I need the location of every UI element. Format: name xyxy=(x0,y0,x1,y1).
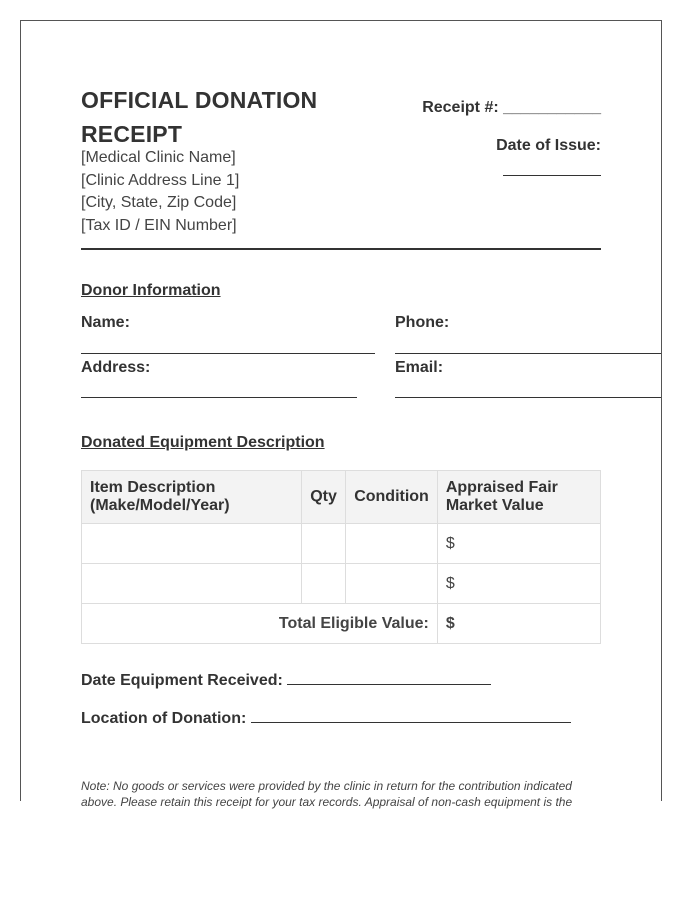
clinic-address: [Clinic Address Line 1] xyxy=(81,171,240,189)
total-value-cell[interactable]: $ xyxy=(437,604,600,644)
total-label: Total Eligible Value: xyxy=(82,604,438,644)
donor-phone-label: Phone: xyxy=(395,314,450,331)
qty-cell[interactable] xyxy=(302,524,346,564)
location-field xyxy=(81,708,571,728)
table-row xyxy=(82,564,601,604)
document-title: OFFICIAL DONATION RECEIPT xyxy=(81,87,318,147)
donor-address-line[interactable] xyxy=(81,397,357,398)
clinic-name: [Medical Clinic Name] xyxy=(81,149,236,166)
column-header: Qty xyxy=(302,471,346,524)
location-line[interactable] xyxy=(251,708,571,723)
item-description-cell[interactable] xyxy=(82,524,302,564)
column-header: Condition xyxy=(346,471,438,524)
item-description-cell[interactable] xyxy=(82,564,302,604)
date-of-issue-line[interactable] xyxy=(503,175,601,176)
donor-section-title: Donor Information xyxy=(81,282,221,299)
condition-cell[interactable] xyxy=(346,524,438,564)
receipt-number-field[interactable]: Receipt #: ___________ xyxy=(422,99,601,116)
date-received-label: Date Equipment Received: xyxy=(81,672,283,689)
donor-name-label: Name: xyxy=(81,314,130,331)
qty-cell[interactable] xyxy=(302,564,346,604)
condition-cell[interactable] xyxy=(346,564,438,604)
equipment-table xyxy=(81,470,601,644)
table-header-row xyxy=(82,471,601,524)
date-of-issue-label: Date of Issue: xyxy=(496,137,601,154)
donor-address-label: Address: xyxy=(81,359,151,376)
date-received-field xyxy=(81,670,491,690)
donor-email-line[interactable] xyxy=(395,397,661,398)
column-header: Item Description (Make/Model/Year) xyxy=(82,471,302,524)
receipt-page xyxy=(20,20,662,809)
equipment-section-title: Donated Equipment Description xyxy=(81,434,325,451)
total-row xyxy=(82,604,601,644)
clinic-info xyxy=(81,147,239,237)
header-divider xyxy=(81,248,601,250)
date-received-line[interactable] xyxy=(287,670,491,685)
clinic-tax-id: [Tax ID / EIN Number] xyxy=(81,216,237,234)
column-header: Appraised Fair Market Value xyxy=(437,471,600,524)
location-label: Location of Donation: xyxy=(81,710,247,727)
value-cell[interactable]: $ xyxy=(437,524,600,564)
clinic-city-state-zip: [City, State, Zip Code] xyxy=(81,194,237,211)
donor-phone-line[interactable] xyxy=(395,353,661,354)
donor-name-line[interactable] xyxy=(81,353,375,354)
donor-email-label: Email: xyxy=(395,359,444,376)
value-cell[interactable]: $ xyxy=(437,564,600,604)
table-row xyxy=(82,524,601,564)
footer-note: Note: No goods or services were provided by the clinic in return for the contribution indicated above. Please retain this receipt for your tax records. Appraisal of non-cash equipment is the xyxy=(81,779,573,809)
